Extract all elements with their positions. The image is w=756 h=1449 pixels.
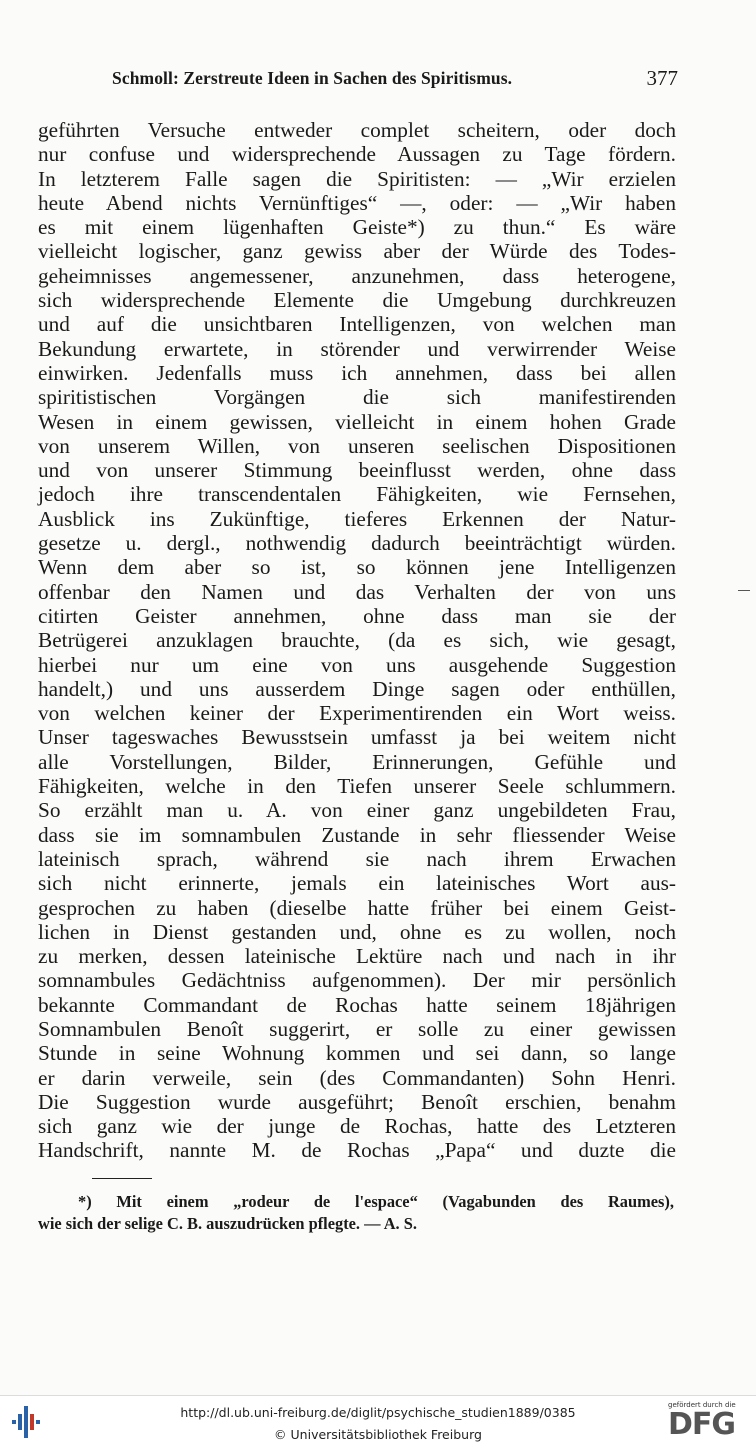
- text-line: citirten Geister annehmen, ohne dass man sie der: [38, 603, 676, 628]
- text-line: und auf die unsichtbaren Intelligenzen, von welchen man: [38, 312, 676, 337]
- text-line: Ausblick ins Zukünftige, tieferes Erkennen der Natur-: [38, 506, 676, 531]
- text-line: gesprochen zu haben (dieselbe hatte früher bei einem Geist-: [38, 895, 676, 920]
- text-line: Unser tageswaches Bewusstsein umfasst ja bei weitem nicht: [38, 725, 676, 750]
- page-number: 377: [646, 66, 678, 90]
- text-line: geführten Versuche entweder complet scheitern, oder doch: [38, 118, 676, 142]
- footnote-line: wie sich der selige C. B. auszudrücken pflegte. — A. S.: [38, 1214, 417, 1233]
- text-line: Somnambulen Benoît suggerirt, er solle zu einer gewissen: [38, 1016, 676, 1041]
- text-line: handelt,) und uns ausserdem Dinge sagen oder enthüllen,: [38, 676, 676, 701]
- text-line: Betrügerei anzuklagen brauchte, (da es sich, wie gesagt,: [38, 628, 676, 653]
- text-line: spiritistischen Vorgängen die sich manifestirenden: [38, 385, 676, 410]
- text-line: von unserem Willen, von unseren seelischen Dispositionen: [38, 433, 676, 458]
- text-line: zu merken, dessen lateinische Lektüre nach und nach in ihr: [38, 944, 676, 969]
- text-line: von welchen keiner der Experimentirenden ein Wort weiss.: [38, 701, 676, 726]
- text-line: In letzterem Falle sagen die Spiritisten: — „Wir erzielen: [38, 166, 676, 191]
- text-line: geheimnisses angemessener, anzunehmen, dass heterogene,: [38, 263, 676, 288]
- text-line: gesetze u. dergl., nothwendig dadurch beeinträchtigt würden.: [38, 531, 676, 556]
- text-line: sich ganz wie der junge de Rochas, hatte des Letzteren: [38, 1114, 676, 1139]
- body-text: [38, 118, 676, 1163]
- text-line: nur confuse und widersprechende Aussagen zu Tage fördern.: [38, 142, 676, 167]
- text-line: heute Abend nichts Vernünftiges“ —, oder: — „Wir haben: [38, 190, 676, 215]
- text-line: bekannte Commandant de Rochas hatte seinem 18jährigen: [38, 992, 676, 1017]
- text-line: Handschrift, nannte M. de Rochas „Papa“ und duzte die: [38, 1138, 676, 1163]
- text-line: offenbar den Namen und das Verhalten der von uns: [38, 579, 676, 604]
- text-line: Bekundung erwartete, in störender und verwirrender Weise: [38, 336, 676, 361]
- text-line: sich nicht erinnerte, jemals ein lateinisches Wort aus-: [38, 871, 676, 896]
- text-line: So erzählt man u. A. von einer ganz ungebildeten Frau,: [38, 798, 676, 823]
- text-line: jedoch ihre transcendentalen Fähigkeiten, wie Fernsehen,: [38, 482, 676, 507]
- copyright-text: © Universitätsbibliothek Freiburg: [274, 1427, 482, 1442]
- source-url-link[interactable]: http://dl.ub.uni-freiburg.de/diglit/psychische_studien1889/0385: [180, 1405, 576, 1420]
- text-line: Wesen in einem gewissen, vielleicht in einem hohen Grade: [38, 409, 676, 434]
- text-line: lichen in Dienst gestanden und, ohne es zu wollen, noch: [38, 919, 676, 944]
- text-line: sich widersprechende Elemente die Umgebung durchkreuzen: [38, 288, 676, 313]
- text-line: Wenn dem aber so ist, so können jene Intelligenzen: [38, 555, 676, 580]
- text-line: Stunde in seine Wohnung kommen und sei dann, so lange: [38, 1041, 676, 1066]
- text-line: Fähigkeiten, welche in den Tiefen unserer Seele schlummern.: [38, 774, 676, 799]
- dfg-logo-icon: DFG: [668, 1407, 736, 1442]
- text-line: einwirken. Jedenfalls muss ich annehmen, dass bei allen: [38, 360, 676, 385]
- text-line: alle Vorstellungen, Bilder, Erinnerungen, Gefühle und: [38, 749, 676, 774]
- running-title: Schmoll: Zerstreute Ideen in Sachen des Spiritismus.: [112, 68, 513, 88]
- footnote-line: *) Mit einem „rodeur de l'espace“ (Vagabunden des Raumes),: [78, 1192, 674, 1211]
- text-line: hierbei nur um eine von uns ausgehende Suggestion: [38, 652, 676, 677]
- text-line: Die Suggestion wurde ausgeführt; Benoît erschien, benahm: [38, 1089, 676, 1114]
- dfg-caption: gefördert durch die: [668, 1401, 736, 1409]
- margin-mark: [738, 590, 750, 591]
- text-line: somnambules Gedächtniss aufgenommen). Der mir persönlich: [38, 968, 676, 993]
- text-line: vielleicht logischer, ganz gewiss aber der Würde des Todes-: [38, 239, 676, 264]
- text-line: und von unserer Stimmung beeinflusst werden, ohne dass: [38, 458, 676, 483]
- text-line: er darin verweile, sein (des Commandanten) Sohn Henri.: [38, 1065, 676, 1090]
- text-line: lateinisch sprach, während sie nach ihrem Erwachen: [38, 846, 676, 871]
- text-line: dass sie im somnambulen Zustande in sehr fliessender Weise: [38, 822, 676, 847]
- running-header: [112, 68, 678, 89]
- footnote: [38, 1191, 674, 1235]
- footnote-rule: [92, 1178, 152, 1179]
- text-line: es mit einem lügenhaften Geiste*) zu thun.“ Es wäre: [38, 215, 676, 240]
